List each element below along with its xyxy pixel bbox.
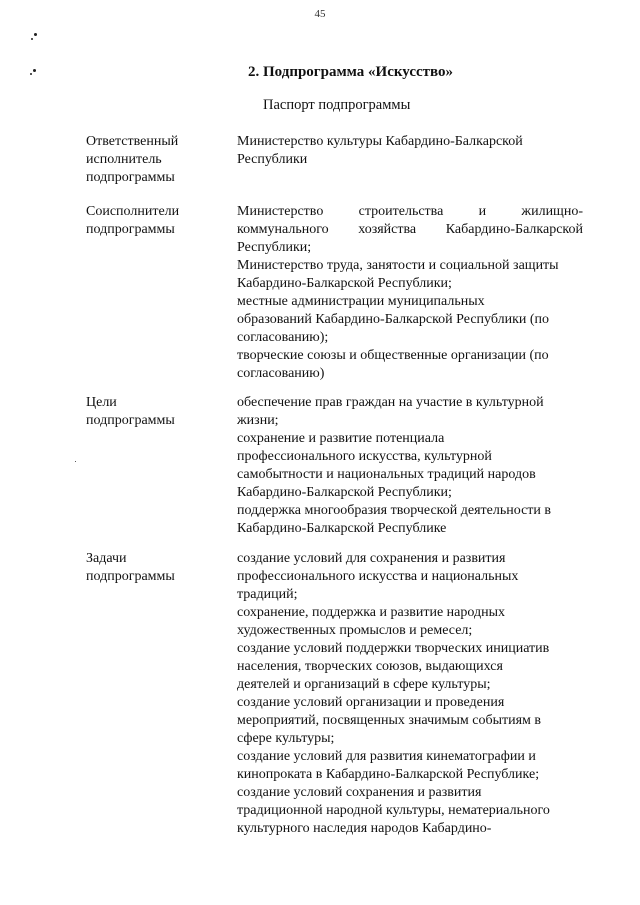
value-line: Республики; [237, 240, 312, 255]
value-line: образований Кабардино-Балкарской Республики (по [237, 312, 550, 327]
label-line: Соисполнители [86, 204, 180, 219]
value-line: Министерство культуры Кабардино-Балкарской [237, 134, 523, 149]
label-line: Цели [86, 395, 117, 410]
value-line: согласованию); [237, 330, 329, 345]
value-line: Министерство строительства и жилищно- [237, 204, 583, 219]
scan-speck [34, 33, 37, 36]
value-line: коммунального хозяйства Кабардино-Балкарской [237, 222, 583, 237]
scan-speck [30, 73, 32, 75]
value-line: создание условий поддержки творческих инициатив [237, 641, 550, 656]
row-label [86, 133, 226, 187]
value-line: создание условий для сохранения и развития [237, 551, 506, 566]
value-line: сохранение, поддержка и развитие народных [237, 605, 505, 620]
value-line: поддержка многообразия творческой деятельности в [237, 503, 552, 518]
passport-title: Паспорт подпрограммы [263, 97, 411, 113]
value-line: Кабардино-Балкарской Республики; [237, 485, 452, 500]
value-line: согласованию) [237, 366, 325, 381]
label-line: подпрограммы [86, 413, 175, 428]
value-line: сфере культуры; [237, 731, 335, 746]
scan-speck [31, 38, 33, 40]
value-line: деятелей и организаций в сфере культуры; [237, 677, 491, 692]
scan-speck [75, 461, 76, 462]
value-line: мероприятий, посвященных значимым событиям в [237, 713, 542, 728]
scan-speck [33, 69, 36, 72]
row-label [86, 394, 226, 430]
label-line: Ответственный [86, 134, 179, 149]
row-value [237, 133, 583, 169]
value-line: профессионального искусства и национальных [237, 569, 519, 584]
value-line: Министерство труда, занятости и социальной защиты [237, 258, 559, 273]
value-line: самобытности и национальных традиций народов [237, 467, 536, 482]
value-line: населения, творческих союзов, выдающихся [237, 659, 503, 674]
value-line: местные администрации муниципальных [237, 294, 485, 309]
value-line: кинопроката в Кабардино-Балкарской Республике; [237, 767, 540, 782]
label-line: подпрограммы [86, 222, 175, 237]
row-label [86, 203, 226, 239]
value-line: обеспечение прав граждан на участие в культурной [237, 395, 544, 410]
value-line: Республики [237, 152, 308, 167]
row-value [237, 550, 583, 838]
value-line: художественных промыслов и ремесел; [237, 623, 473, 638]
value-line: Кабардино-Балкарской Республике [237, 521, 447, 536]
section-title: 2. Подпрограмма «Искусство» [248, 64, 454, 80]
page-number: 45 [314, 8, 326, 20]
row-value [237, 394, 583, 538]
value-line: жизни; [237, 413, 279, 428]
value-line: создание условий организации и проведения [237, 695, 505, 710]
label-line: подпрограммы [86, 569, 175, 584]
value-line: творческие союзы и общественные организации (по [237, 348, 549, 363]
row-label [86, 550, 226, 586]
row-value [237, 203, 583, 383]
value-line: культурного наследия народов Кабардино- [237, 821, 492, 836]
label-line: Задачи [86, 551, 127, 566]
label-line: исполнитель [86, 152, 162, 167]
value-line: традиционной народной культуры, нематериального [237, 803, 550, 818]
value-line: создание условий для развития кинематографии и [237, 749, 536, 764]
value-line: традиций; [237, 587, 298, 602]
value-line: Кабардино-Балкарской Республики; [237, 276, 452, 291]
value-line: профессионального искусства, культурной [237, 449, 492, 464]
label-line: подпрограммы [86, 170, 175, 185]
value-line: сохранение и развитие потенциала [237, 431, 445, 446]
value-line: создание условий сохранения и развития [237, 785, 482, 800]
